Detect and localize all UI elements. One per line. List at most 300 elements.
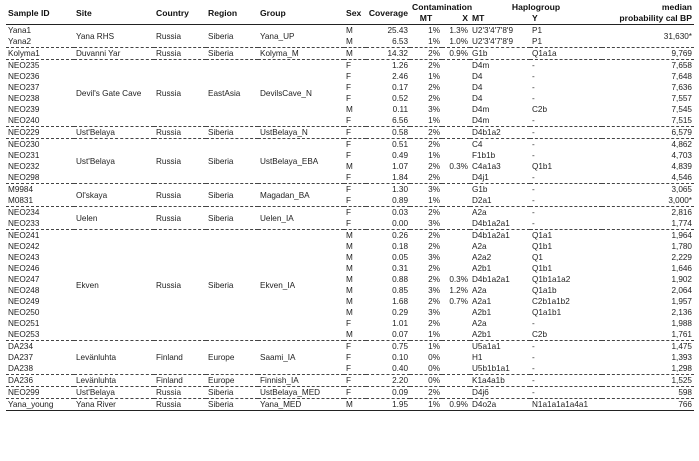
haplogroup-mt: K1a4a1b	[470, 375, 530, 387]
contamination-x	[442, 352, 470, 363]
contamination-x	[442, 318, 470, 329]
header-country: Country	[154, 2, 206, 25]
sex: M	[346, 275, 353, 284]
haplogroup-mt: D4b1a2a1	[470, 230, 530, 242]
region: Europe	[206, 341, 258, 375]
sample-id: NEO251	[8, 319, 40, 328]
sex: F	[346, 116, 352, 125]
coverage: 0.05	[392, 253, 408, 262]
country: Russia	[154, 127, 206, 139]
sex: F	[346, 151, 352, 160]
contamination-x	[442, 230, 470, 242]
coverage: 1.26	[366, 60, 410, 72]
median-date: 2,064	[671, 286, 692, 295]
contamination-mt: 0%	[410, 375, 442, 387]
median-date: 1,964	[602, 230, 694, 242]
sample-id: NEO249	[8, 297, 40, 306]
contamination-mt: 2%	[428, 173, 440, 182]
sex: M	[344, 230, 366, 242]
haplogroup-y: Q1a1b	[532, 286, 557, 295]
contamination-mt: 3%	[410, 184, 442, 196]
contamination-mt: 1%	[428, 330, 440, 339]
contamination-x	[442, 387, 470, 399]
sample-id: NEO235	[6, 60, 74, 72]
contamination-x	[442, 139, 470, 151]
sample-id: Kolyma1	[6, 48, 74, 60]
contamination-x	[442, 93, 470, 104]
haplogroup-y: -	[532, 83, 535, 92]
median-date: 6,579	[602, 127, 694, 139]
contamination-mt: 3%	[428, 105, 440, 114]
haplogroup-y: -	[532, 219, 535, 228]
group: Yana_MED	[258, 399, 344, 411]
contamination-mt: 1%	[410, 399, 442, 411]
median-date: 1,957	[671, 297, 692, 306]
sample-id: NEO240	[8, 116, 40, 125]
haplogroup-mt: D4b1a2a1	[472, 219, 510, 228]
sample-id: M9984	[6, 184, 74, 196]
haplogroup-y: C2b	[532, 330, 548, 339]
sample-id: NEO241	[6, 230, 74, 242]
coverage: 25.43	[387, 26, 408, 35]
samples-table	[6, 2, 694, 411]
median-date: 9,769	[602, 48, 694, 60]
sex: M	[346, 37, 353, 46]
median-date: 1,475	[602, 341, 694, 353]
contamination-x: 0.3%	[449, 275, 468, 284]
contamination-x	[442, 127, 470, 139]
site: Yana RHS	[76, 31, 115, 41]
haplogroup-mt: D4	[472, 94, 483, 103]
header-contamination: Contamination	[412, 2, 473, 12]
coverage: 2.46	[392, 72, 408, 81]
table-row	[6, 139, 694, 151]
median-date: 2,229	[671, 253, 692, 262]
median-date: 1,988	[671, 319, 692, 328]
contamination-mt: 2%	[428, 94, 440, 103]
contamination-mt: 1%	[428, 72, 440, 81]
table-row	[6, 207, 694, 219]
haplogroup-mt: A2a	[472, 242, 487, 251]
region: Siberia	[206, 127, 258, 139]
region: Siberia	[206, 399, 258, 411]
sex: M	[344, 48, 366, 60]
contamination-x	[442, 195, 470, 207]
sample-id: NEO233	[8, 219, 40, 228]
haplogroup-y: -	[532, 173, 535, 182]
site: Yana River	[74, 399, 154, 411]
haplogroup-y: P1	[532, 26, 543, 35]
haplogroup-mt: H1	[472, 353, 483, 362]
country: Russia	[156, 31, 182, 41]
median-date: 1,525	[602, 375, 694, 387]
header-haplogroup: Haplogroup	[511, 2, 561, 12]
sex: F	[346, 219, 352, 228]
sex: M	[346, 308, 353, 317]
median-date: 1,902	[671, 275, 692, 284]
header-median-prob: probability cal BP	[602, 13, 694, 25]
coverage: 0.18	[392, 242, 408, 251]
haplogroup-mt: D2a1	[472, 196, 492, 205]
sex: F	[346, 83, 352, 92]
group: UstBelaya_N	[258, 127, 344, 139]
haplogroup-y: Q1a1a	[530, 48, 602, 60]
region: Siberia	[206, 387, 258, 399]
haplogroup-y: Q1	[532, 253, 543, 262]
sex: F	[346, 72, 352, 81]
haplogroup-mt: D4	[472, 72, 483, 81]
contamination-x: 1.3%	[449, 26, 468, 35]
site: Levänluhta	[74, 375, 154, 387]
coverage: 0.31	[392, 264, 408, 273]
haplogroup-y: -	[530, 127, 602, 139]
sample-id: NEO298	[8, 173, 40, 182]
table-body	[6, 25, 694, 411]
haplogroup-y: -	[532, 151, 535, 160]
haplogroup-mt: D4m	[472, 105, 490, 114]
haplogroup-y: -	[530, 375, 602, 387]
contamination-x	[442, 115, 470, 127]
country: Russia	[154, 387, 206, 399]
sample-id: Yana2	[8, 37, 32, 46]
haplogroup-y: -	[530, 60, 602, 72]
contamination-x	[442, 172, 470, 184]
contamination-mt: 1%	[428, 116, 440, 125]
haplogroup-mt: A2a	[472, 286, 487, 295]
sample-id: NEO232	[8, 162, 40, 171]
median-date: 766	[602, 399, 694, 411]
haplogroup-y: -	[532, 319, 535, 328]
coverage: 0.00	[392, 219, 408, 228]
header-contam-x: X	[442, 13, 470, 25]
coverage: 14.32	[366, 48, 410, 60]
sex: F	[346, 364, 352, 373]
contamination-mt: 0%	[428, 353, 440, 362]
contamination-mt: 1%	[428, 196, 440, 205]
sex: M	[346, 286, 353, 295]
header-sample-id: Sample ID	[6, 2, 74, 25]
contamination-mt: 1%	[428, 151, 440, 160]
table-row	[6, 375, 694, 387]
sex: F	[346, 319, 352, 328]
median-date: 7,648	[671, 72, 692, 81]
haplogroup-mt: D4o2a	[470, 399, 530, 411]
table-row	[6, 399, 694, 411]
sample-id: NEO248	[8, 286, 40, 295]
contamination-x: 0.3%	[449, 162, 468, 171]
header-median: median	[661, 2, 692, 12]
haplogroup-y: Q1b1a1a2	[532, 275, 571, 284]
table-row	[6, 184, 694, 196]
group: Yana_UP	[260, 31, 295, 41]
group: Magadan_BA	[258, 184, 344, 207]
table-row	[6, 230, 694, 242]
contamination-x	[442, 150, 470, 161]
median-date: 598	[602, 387, 694, 399]
haplogroup-y: N1a1a1a1a4a1	[530, 399, 602, 411]
median-date: 1,393	[671, 353, 692, 362]
sex: M	[346, 242, 353, 251]
median-date: 1,780	[671, 242, 692, 251]
coverage: 1.95	[366, 399, 410, 411]
country: Russia	[154, 399, 206, 411]
contamination-x	[442, 218, 470, 230]
group: DevilsCave_N	[258, 60, 344, 127]
coverage: 0.49	[392, 151, 408, 160]
country: Finland	[154, 341, 206, 375]
sex: M	[346, 264, 353, 273]
haplogroup-mt: U2'3'4'7'8'9	[472, 37, 514, 46]
haplogroup-y: -	[532, 116, 535, 125]
coverage: 0.52	[392, 94, 408, 103]
group: Ekven_IA	[258, 230, 344, 341]
site: Duvanni Yar	[74, 48, 154, 60]
sample-id: Yana_young	[6, 399, 74, 411]
region: Siberia	[206, 230, 258, 341]
haplogroup-mt: G1b	[470, 184, 530, 196]
sex: F	[346, 196, 352, 205]
site: Ol'skaya	[74, 184, 154, 207]
sample-id: DA237	[8, 353, 34, 362]
sex: M	[346, 297, 353, 306]
coverage: 0.17	[392, 83, 408, 92]
sex: M	[346, 26, 353, 35]
coverage: 0.85	[392, 286, 408, 295]
contamination-mt: 2%	[410, 48, 442, 60]
contamination-x	[442, 263, 470, 274]
contamination-x	[442, 71, 470, 82]
group: Finnish_IA	[258, 375, 344, 387]
haplogroup-y: -	[530, 387, 602, 399]
contamination-mt: 2%	[428, 297, 440, 306]
median-date: 1,298	[671, 364, 692, 373]
site: Devil's Gate Cave	[74, 60, 154, 127]
sample-id: M0831	[8, 196, 34, 205]
contamination-mt: 2%	[410, 230, 442, 242]
country: Russia	[154, 184, 206, 207]
site: Ust'Belaya	[74, 139, 154, 184]
contamination-mt: 2%	[428, 319, 440, 328]
site: Levänluhta	[74, 341, 154, 375]
sample-id: NEO242	[8, 242, 40, 251]
header-hap-mt: MT	[470, 13, 530, 25]
coverage: 1.30	[366, 184, 410, 196]
group: UstBelaya_EBA	[258, 139, 344, 184]
haplogroup-mt: C4	[470, 139, 530, 151]
haplogroup-mt: A2b1	[472, 264, 492, 273]
region: Siberia	[206, 207, 258, 230]
sample-id: NEO234	[6, 207, 74, 219]
median-date: 7,636	[671, 83, 692, 92]
contamination-x	[442, 307, 470, 318]
coverage: 2.20	[366, 375, 410, 387]
haplogroup-mt: A2a	[472, 319, 487, 328]
median-date: 4,862	[602, 139, 694, 151]
country: Russia	[154, 230, 206, 341]
header-contam-mt: MT	[410, 13, 442, 25]
haplogroup-y: Q1a1	[530, 230, 602, 242]
haplogroup-mt: D4j1	[472, 173, 489, 182]
group: Kolyma_M	[258, 48, 344, 60]
sex: F	[344, 387, 366, 399]
median-date: 31,630*	[663, 31, 692, 41]
contamination-mt: 1%	[428, 37, 440, 46]
haplogroup-mt: U2'3'4'7'8'9	[472, 26, 514, 35]
haplogroup-y: -	[530, 341, 602, 353]
sample-id: NEO231	[8, 151, 40, 160]
coverage: 0.03	[366, 207, 410, 219]
sex: F	[344, 207, 366, 219]
haplogroup-mt: A2b1	[472, 330, 492, 339]
coverage: 0.58	[366, 127, 410, 139]
contamination-mt: 1%	[428, 26, 440, 35]
table-row	[6, 25, 694, 37]
haplogroup-y: P1	[532, 37, 543, 46]
coverage: 1.68	[392, 297, 408, 306]
sample-id: NEO246	[8, 264, 40, 273]
coverage: 0.10	[392, 353, 408, 362]
site: Ust'Belaya	[74, 127, 154, 139]
header-sex: Sex	[344, 2, 366, 25]
contamination-x: 0.9%	[442, 399, 470, 411]
haplogroup-mt: U5b1b1a1	[472, 364, 510, 373]
haplogroup-y: -	[532, 196, 535, 205]
haplogroup-y: Q1b1	[532, 264, 553, 273]
contamination-x: 1.2%	[449, 286, 468, 295]
sample-id: NEO250	[8, 308, 40, 317]
haplogroup-y: -	[530, 139, 602, 151]
median-date: 7,557	[671, 94, 692, 103]
sample-id: NEO230	[6, 139, 74, 151]
sample-id: NEO253	[8, 330, 40, 339]
median-date: 7,658	[602, 60, 694, 72]
median-date: 1,646	[671, 264, 692, 273]
sex: M	[344, 399, 366, 411]
contamination-mt: 1%	[410, 341, 442, 353]
median-date: 1,761	[671, 330, 692, 339]
haplogroup-y: Q1b1	[532, 162, 553, 171]
haplogroup-y: Q1a1b1	[532, 308, 562, 317]
contamination-x	[442, 60, 470, 72]
median-date: 3,000*	[668, 196, 692, 205]
coverage: 6.56	[392, 116, 408, 125]
sample-id: NEO238	[8, 94, 40, 103]
table-row	[6, 60, 694, 72]
median-date: 3,065	[602, 184, 694, 196]
contamination-mt: 2%	[428, 83, 440, 92]
country: Russia	[154, 207, 206, 230]
contamination-mt: 2%	[428, 162, 440, 171]
country: Russia	[154, 48, 206, 60]
contamination-x: 0.9%	[442, 48, 470, 60]
table-row	[6, 127, 694, 139]
site: Ust'Belaya	[74, 387, 154, 399]
haplogroup-mt: A2a2	[472, 253, 492, 262]
contamination-mt: 2%	[410, 207, 442, 219]
group: Uelen_IA	[258, 207, 344, 230]
sex: F	[344, 127, 366, 139]
haplogroup-mt: D4b1a2a1	[472, 275, 510, 284]
region: EastAsia	[206, 60, 258, 127]
haplogroup-mt: A2a1	[472, 297, 492, 306]
group: Saami_IA	[258, 341, 344, 375]
table-row	[6, 387, 694, 399]
contamination-x	[442, 82, 470, 93]
sample-id: NEO237	[8, 83, 40, 92]
site: Uelen	[74, 207, 154, 230]
median-date: 4,703	[671, 151, 692, 160]
sample-id: NEO299	[6, 387, 74, 399]
contamination-x	[442, 363, 470, 375]
median-date: 2,136	[671, 308, 692, 317]
region: Europe	[206, 375, 258, 387]
contamination-x: 0.7%	[449, 297, 468, 306]
contamination-x	[442, 184, 470, 196]
sex: M	[346, 162, 353, 171]
sample-id: DA234	[6, 341, 74, 353]
contamination-mt: 0%	[428, 364, 440, 373]
group: UstBelaya_MED	[258, 387, 344, 399]
header-hap-y: Y	[530, 13, 602, 25]
sex: F	[346, 173, 352, 182]
coverage: 0.11	[392, 105, 408, 114]
header-region: Region	[206, 2, 258, 25]
coverage: 0.09	[366, 387, 410, 399]
contamination-x: 1.0%	[449, 37, 468, 46]
region: Siberia	[206, 139, 258, 184]
contamination-mt: 3%	[428, 308, 440, 317]
haplogroup-mt: G1b	[470, 48, 530, 60]
haplogroup-y: -	[532, 353, 535, 362]
sample-id: Yana1	[8, 26, 32, 35]
region: Siberia	[206, 184, 258, 207]
contamination-x	[442, 341, 470, 353]
contamination-mt: 3%	[428, 219, 440, 228]
sex: M	[346, 330, 353, 339]
contamination-mt: 2%	[428, 275, 440, 284]
sample-id: NEO247	[8, 275, 40, 284]
site: Ekven	[74, 230, 154, 341]
contamination-x	[442, 375, 470, 387]
haplogroup-y: C2b	[532, 105, 548, 114]
coverage: 0.51	[366, 139, 410, 151]
sex: F	[344, 184, 366, 196]
sex: F	[344, 60, 366, 72]
median-date: 2,816	[602, 207, 694, 219]
sample-id: DA236	[6, 375, 74, 387]
median-date: 4,839	[671, 162, 692, 171]
contamination-mt: 3%	[428, 286, 440, 295]
haplogroup-y: Q1b1	[532, 242, 553, 251]
coverage: 0.40	[392, 364, 408, 373]
country: Russia	[154, 60, 206, 127]
coverage: 1.07	[392, 162, 408, 171]
header-group: Group	[258, 2, 344, 25]
region: Siberia	[208, 31, 234, 41]
contamination-mt: 2%	[428, 242, 440, 251]
sex: F	[344, 341, 366, 353]
median-date: 4,546	[671, 173, 692, 182]
haplogroup-mt: F1b1b	[472, 151, 496, 160]
median-date: 1,774	[671, 219, 692, 228]
haplogroup-y: -	[532, 72, 535, 81]
contamination-mt: 2%	[428, 264, 440, 273]
haplogroup-mt: A2b1	[472, 308, 492, 317]
coverage: 0.26	[366, 230, 410, 242]
contamination-mt: 2%	[410, 127, 442, 139]
haplogroup-y: -	[530, 207, 602, 219]
median-date: 7,545	[671, 105, 692, 114]
